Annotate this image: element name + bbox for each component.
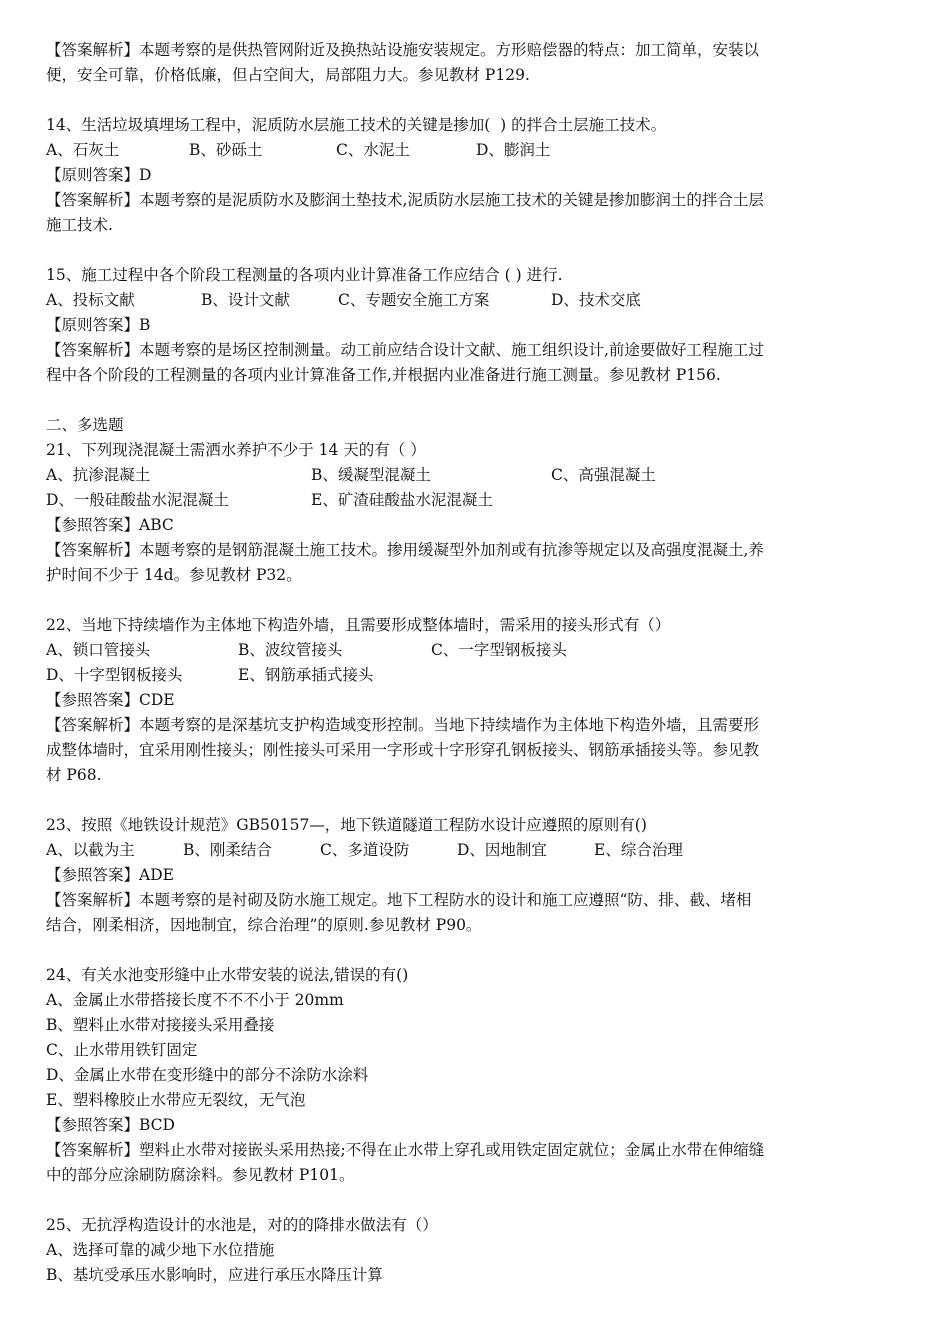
option-e: E、矿渣硅酸盐水泥混凝土 bbox=[311, 491, 493, 509]
option-e: E、综合治理 bbox=[594, 841, 683, 859]
options-row bbox=[46, 663, 904, 688]
option-a: A、金属止水带搭接长度不不不小于 20mm bbox=[46, 991, 344, 1009]
analysis-line: 【答案解析】本题考察的是供热管网附近及换热站设施安装规定。方形赔偿器的特点：加工简单，安装以 bbox=[46, 41, 760, 59]
option-b: B、波纹管接头 bbox=[238, 641, 343, 659]
option-a: A、以截为主 bbox=[46, 841, 135, 859]
question-21: 21、下列现浇混凝土需洒水养护不少于 14 天的有（ ） bbox=[46, 441, 426, 459]
option-d: D、技术交底 bbox=[551, 291, 641, 309]
option-e: E、钢筋承插式接头 bbox=[238, 666, 374, 684]
option-c: C、止水带用铁钉固定 bbox=[46, 1041, 198, 1059]
options-row bbox=[46, 138, 904, 163]
analysis-line: 【答案解析】本题考察的是钢筋混凝土施工技术。掺用缓凝型外加剂或有抗渗等规定以及高强度混凝土,养 bbox=[46, 541, 764, 559]
answer: 【参照答案】ABC bbox=[46, 516, 174, 534]
analysis-line: 【答案解析】本题考察的是场区控制测量。动工前应结合设计文献、施工组织设计,前途要做好工程施工过 bbox=[46, 341, 764, 359]
option-b: B、缓凝型混凝土 bbox=[311, 466, 431, 484]
options-row bbox=[46, 463, 904, 488]
question-23: 23、按照《地铁设计规范》GB50157—，地下铁道隧道工程防水设计应遵照的原则有() bbox=[46, 816, 647, 834]
answer: 【参照答案】ADE bbox=[46, 866, 174, 884]
analysis-line: 【答案解析】本题考察的是深基坑支护构造域变形控制。当地下持续墙作为主体地下构造外墙，且需要形 bbox=[46, 716, 760, 734]
analysis-line: 中的部分应涂刷防腐涂料。参见教材 P101。 bbox=[46, 1166, 355, 1184]
question-15: 15、施工过程中各个阶段工程测量的各项内业计算准备工作应结合 ( ) 进行. bbox=[46, 266, 563, 284]
option-b: B、设计文献 bbox=[201, 291, 290, 309]
option-e: E、塑料橡胶止水带应无裂纹，无气泡 bbox=[46, 1091, 306, 1109]
option-d: D、因地制宜 bbox=[457, 841, 547, 859]
option-c: C、专题安全施工方案 bbox=[338, 291, 490, 309]
answer: 【参照答案】CDE bbox=[46, 691, 175, 709]
analysis-line: 护时间不少于 14d。参见教材 P32。 bbox=[46, 566, 302, 584]
question-14: 14、生活垃圾填埋场工程中，泥质防水层施工技术的关键是掺加( ) 的拌合土层施工技术。 bbox=[46, 116, 667, 134]
option-c: C、水泥土 bbox=[336, 141, 410, 159]
analysis-line: 便，安全可靠，价格低廉，但占空间大，局部阻力大。参见教材 P129. bbox=[46, 66, 530, 84]
option-c: C、高强混凝土 bbox=[551, 466, 656, 484]
question-24: 24、有关水池变形缝中止水带安装的说法,错误的有() bbox=[46, 966, 409, 984]
section-title: 二、多选题 bbox=[46, 416, 124, 434]
question-25: 25、无抗浮构造设计的水池是，对的的降排水做法有（） bbox=[46, 1216, 438, 1234]
options-row bbox=[46, 488, 904, 513]
analysis-line: 【答案解析】塑料止水带对接嵌头采用热接;不得在止水带上穿孔或用铁定固定就位；金属止水带在伸缩缝 bbox=[46, 1141, 765, 1159]
option-a: A、石灰土 bbox=[46, 141, 120, 159]
option-a: A、抗渗混凝土 bbox=[46, 466, 151, 484]
question-22: 22、当地下持续墙作为主体地下构造外墙，且需要形成整体墙时，需采用的接头形式有（） bbox=[46, 616, 671, 634]
analysis-line: 材 P68. bbox=[46, 766, 102, 784]
option-b: B、塑料止水带对接接头采用叠接 bbox=[46, 1016, 275, 1034]
option-d: D、金属止水带在变形缝中的部分不涂防水涂料 bbox=[46, 1066, 369, 1084]
option-d: D、膨润土 bbox=[476, 141, 551, 159]
option-a: A、锁口管接头 bbox=[46, 641, 151, 659]
options-row bbox=[46, 288, 904, 313]
option-d: D、一般硅酸盐水泥混凝土 bbox=[46, 491, 229, 509]
option-c: C、多道设防 bbox=[320, 841, 410, 859]
option-c: C、一字型钢板接头 bbox=[431, 641, 567, 659]
analysis-line: 程中各个阶段的工程测量的各项内业计算准备工作,并根据内业准备进行施工测量。参见教材 P156. bbox=[46, 366, 721, 384]
analysis-line: 【答案解析】本题考察的是衬砌及防水施工规定。地下工程防水的设计和施工应遵照“防、排、截、堵相 bbox=[46, 891, 752, 909]
analysis-line: 施工技术. bbox=[46, 216, 113, 234]
option-a: A、投标文献 bbox=[46, 291, 135, 309]
option-b: B、刚柔结合 bbox=[183, 841, 272, 859]
option-a: A、选择可靠的减少地下水位措施 bbox=[46, 1241, 275, 1259]
option-b: B、砂砾土 bbox=[189, 141, 263, 159]
option-d: D、十字型钢板接头 bbox=[46, 666, 183, 684]
analysis-line: 结合，刚柔相济，因地制宜，综合治理”的原则.参见教材 P90。 bbox=[46, 916, 482, 934]
answer: 【原则答案】B bbox=[46, 316, 151, 334]
answer: 【参照答案】BCD bbox=[46, 1116, 175, 1134]
analysis-line: 【答案解析】本题考察的是泥质防水及膨润土垫技术,泥质防水层施工技术的关键是掺加膨润土的拌合土层 bbox=[46, 191, 764, 209]
option-b: B、基坑受承压水影响时，应进行承压水降压计算 bbox=[46, 1266, 383, 1284]
options-row bbox=[46, 838, 904, 863]
options-row bbox=[46, 638, 904, 663]
analysis-line: 成整体墙时，宜采用刚性接头；刚性接头可采用一字形或十字形穿孔钢板接头、钢筋承插接头等。参见教 bbox=[46, 741, 760, 759]
answer: 【原则答案】D bbox=[46, 166, 152, 184]
